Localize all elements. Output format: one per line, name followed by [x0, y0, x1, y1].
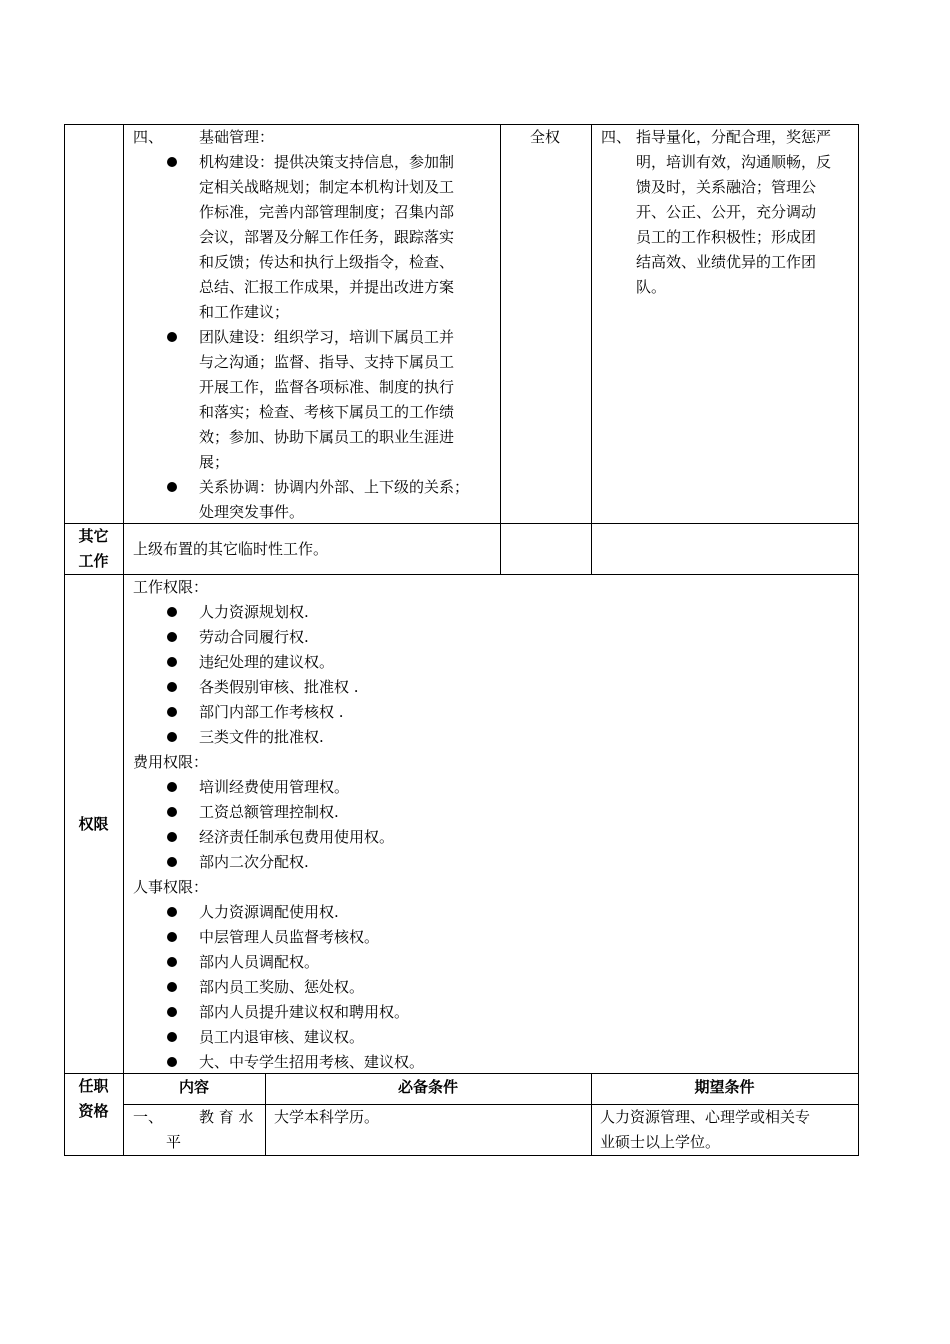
table-border-right [858, 124, 859, 1156]
table-border-bottom [64, 1155, 859, 1156]
list-item-line: 展； [199, 453, 230, 471]
list-item-line: 总结、汇报工作成果，并提出改进方案 [199, 278, 455, 296]
section-number: 四、 [133, 128, 164, 146]
qualification-desired: 人力资源管理、心理学或相关专 [600, 1108, 811, 1126]
list-item: 部内二次分配权. [199, 853, 309, 871]
bullet-icon [167, 657, 177, 667]
list-item: 人力资源规划权. [199, 603, 309, 621]
row-label: 权限 [78, 815, 109, 833]
bullet-icon [167, 332, 177, 342]
list-item: 员工内退审核、建议权。 [199, 1028, 365, 1046]
bullet-icon [167, 957, 177, 967]
column-divider [123, 124, 124, 1156]
column-divider [591, 124, 592, 575]
bullet-icon [167, 732, 177, 742]
authority-level: 全权 [530, 128, 561, 146]
group-title: 费用权限： [133, 753, 209, 771]
list-item: 部内人员提升建议权和聘用权。 [199, 1003, 410, 1021]
bullet-icon [167, 907, 177, 917]
list-item-line: 会议，部署及分解工作任务，跟踪落实 [199, 228, 455, 246]
standard-number: 四、 [601, 128, 632, 146]
bullet-icon [167, 932, 177, 942]
column-header-required: 必备条件 [397, 1078, 458, 1096]
column-divider [500, 124, 501, 575]
bullet-icon [167, 482, 177, 492]
row-label-line: 任职 [78, 1077, 109, 1095]
group-title: 工作权限： [133, 578, 209, 596]
table-border-left [64, 124, 65, 1156]
list-item-line: 和反馈；传达和执行上级指令，检查、 [199, 253, 455, 271]
list-item: 工资总额管理控制权. [199, 803, 339, 821]
list-item: 经济责任制承包费用使用权。 [199, 828, 395, 846]
list-item-line: 处理突发事件。 [199, 503, 305, 521]
row-label-line: 工作 [78, 552, 109, 570]
standard-line: 馈及时，关系融洽；管理公 [636, 178, 817, 196]
standard-line: 指导量化，分配合理，奖惩严 [636, 128, 832, 146]
bullet-icon [167, 857, 177, 867]
bullet-icon [167, 1057, 177, 1067]
row-divider [64, 1073, 859, 1074]
list-item-line: 与之沟通；监督、指导、支持下属员工 [199, 353, 455, 371]
bullet-icon [167, 607, 177, 617]
standard-line: 结高效、业绩优异的工作团 [636, 253, 817, 271]
list-item: 部内员工奖励、惩处权。 [199, 978, 365, 996]
list-item: 部门内部工作考核权 . [199, 703, 344, 721]
other-work-content: 上级布置的其它临时性工作。 [133, 540, 329, 558]
bullet-icon [167, 157, 177, 167]
list-item: 人力资源调配使用权. [199, 903, 339, 921]
list-item: 大、中专学生招用考核、建议权。 [199, 1053, 425, 1071]
qualification-item: 教 育 水 [199, 1108, 254, 1126]
list-item: 各类假别审核、批准权 . [199, 678, 359, 696]
list-item-line: 定相关战略规划；制定本机构计划及工 [199, 178, 455, 196]
column-header-desired: 期望条件 [694, 1078, 755, 1096]
qualification-desired: 业硕士以上学位。 [600, 1133, 721, 1151]
qualification-number: 一、 [133, 1108, 164, 1126]
bullet-icon [167, 832, 177, 842]
row-label-line: 资格 [78, 1102, 109, 1120]
list-item-line: 团队建设：组织学习，培训下属员工并 [199, 328, 455, 346]
bullet-icon [167, 1007, 177, 1017]
list-item-line: 和工作建议； [199, 303, 290, 321]
list-item-line: 开展工作，监督各项标准、制度的执行 [199, 378, 455, 396]
qualification-required: 大学本科学历。 [274, 1108, 380, 1126]
list-item: 中层管理人员监督考核权。 [199, 928, 380, 946]
bullet-icon [167, 632, 177, 642]
section-heading: 基础管理： [199, 128, 275, 146]
list-item-line: 和落实；检查、考核下属员工的工作绩 [199, 403, 455, 421]
qualification-item: 平 [166, 1133, 182, 1151]
group-title: 人事权限： [133, 878, 209, 896]
row-label-line: 其它 [78, 527, 109, 545]
standard-line: 开、公正、公开，充分调动 [636, 203, 817, 221]
list-item-line: 关系协调：协调内外部、上下级的关系； [199, 478, 470, 496]
list-item-line: 机构建设：提供决策支持信息，参加制 [199, 153, 455, 171]
bullet-icon [167, 807, 177, 817]
bullet-icon [167, 1032, 177, 1042]
list-item: 三类文件的批准权. [199, 728, 324, 746]
bullet-icon [167, 707, 177, 717]
column-header-content: 内容 [178, 1078, 209, 1096]
bullet-icon [167, 982, 177, 992]
list-item: 培训经费使用管理权。 [199, 778, 350, 796]
list-item: 部内人员调配权。 [199, 953, 320, 971]
list-item: 劳动合同履行权. [199, 628, 309, 646]
list-item: 违纪处理的建议权。 [199, 653, 335, 671]
bullet-icon [167, 782, 177, 792]
standard-line: 队。 [636, 278, 667, 296]
bullet-icon [167, 682, 177, 692]
standard-line: 员工的工作积极性；形成团 [636, 228, 817, 246]
list-item-line: 作标准，完善内部管理制度；召集内部 [199, 203, 455, 221]
row-divider [64, 523, 859, 524]
list-item-line: 效；参加、协助下属员工的职业生涯进 [199, 428, 455, 446]
standard-line: 明，培训有效，沟通顺畅，反 [636, 153, 832, 171]
